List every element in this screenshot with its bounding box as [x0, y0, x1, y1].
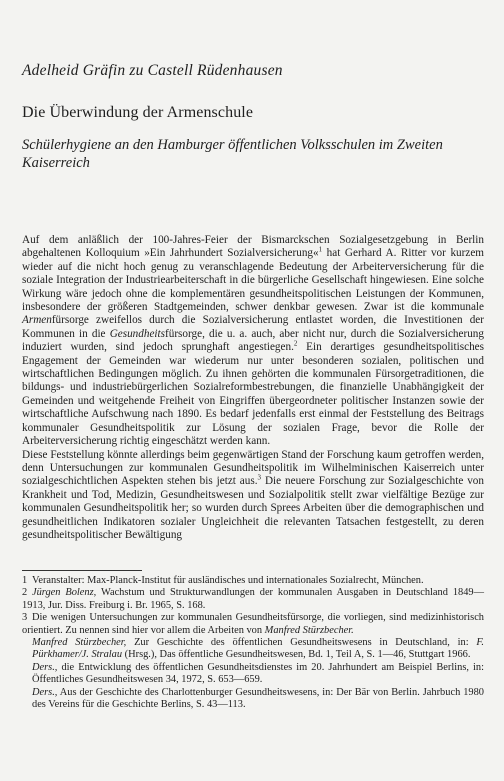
- p1-text-d: fürsorge, die u. a. auch, aber nicht nur, durch die Sozialversicherung induziert wurden, sind jedoch sprunghaft angestiegen.: [22, 327, 484, 354]
- footnote-number: 1: [22, 575, 28, 586]
- footnote-3-entry: [22, 662, 484, 687]
- p1-text-e: Ein derartiges gesundheitspolitisches Engagement der Gemeinden war wiederum nur unter besonderen sozialen, politischen und wirtschaftlichen Bedingungen möglich. Zu ihnen gehörten die kommunalen Fürsorgetraditionen, die bildungs- und industriebürgerlichen Sozialreformbestrebungen, die finanzielle Unabhängigkeit der Gemeinden und weitgehende Freiheit von Eingriffen übergeordneter politischer Instanzen sowie der wirtschaftliche Aufschwung nach 1890. Es bedarf jedenfalls erst einmal der Feststellung des Beitrags kommunaler Gesundheitspolitik zur Lösung der sozialen Frage, bevor die Rolle der Arbeiterversicherung richtig eingeschätzt werden kann.: [22, 341, 484, 448]
- p2-text-a: Diese Feststellung könnte allerdings beim gegenwärtigen Stand der Forschung kaum getroffen werden, denn Untersuchungen zur kommunalen Gesundheitspolitik im Wilhelminischen Kaiserreich unter sozialgeschichtlichen Aspekten stehen bis jetzt aus.: [22, 448, 484, 488]
- p1-text-b: hat Gerhard A. Ritter vor kurzem wieder auf die nicht hoch genug zu veranschlagende Bedeutung der Arbeiterversicherung für die soziale Integration der Industriearbeiterschaft in die bürgerliche Gesellschaft hingewiesen. Eine solche Wirkung wäre jedoch ohne die komplementären gesundheitspolitischen Leistungen der Kommunen, insbesondere der größeren Stadtgemeinden, schwer denkbar gewesen. Zwar ist die kommunale: [22, 247, 484, 314]
- emphasis-gesundheits: Gesundheits: [109, 327, 165, 340]
- footnote-text: Zur Geschichte des öffentlichen Gesundheitswesens in Deutschland, in:: [126, 637, 477, 649]
- footnote-divider: [22, 570, 142, 571]
- footnote-number: 2: [22, 587, 28, 599]
- footnote-ref-1: 1: [318, 245, 323, 254]
- footnote-text: die Entwicklung des öffentlichen Gesundheitsdienstes im 20. Jahrhundert am Beispiel Berlins, in: Öffentliches Gesundheitswesen 34, 1972, S. 653—659.: [32, 661, 484, 686]
- footnote-3: [22, 612, 484, 637]
- author-name: Adelheid Gräfin zu Castell Rüdenhausen: [22, 62, 283, 79]
- footnote-number: 3: [22, 612, 28, 624]
- p1-text-c: fürsorge zweifellos durch die Sozialversicherung entlastet worden, die Investitionen der Kommunen in die: [22, 314, 484, 340]
- footnote-ref-3: 3: [257, 473, 262, 482]
- footnote-text: (Hrsg.), Das öffentliche Gesundheitswesen, Bd. 1, Teil A, S. 1—46, Stuttgart 1966.: [122, 649, 471, 661]
- body-text: [22, 234, 484, 542]
- paragraph-2: [22, 449, 484, 543]
- footnote-3-entry: [22, 637, 484, 662]
- footnote-author: Manfred Stürzbecher,: [32, 637, 127, 649]
- emphasis-armen: Armen: [22, 314, 52, 327]
- footnote-2: [22, 587, 484, 612]
- article-subtitle: Schülerhygiene an den Hamburger öffentlichen Volksschulen im Zweiten Kaiserreich: [22, 137, 443, 171]
- footnote-author: Jürgen Bolenz,: [32, 587, 97, 599]
- footnote-author: Manfred Stürzbecher.: [264, 624, 354, 636]
- footnote-1: [22, 575, 484, 587]
- footnote-text: Veranstalter: Max-Planck-Institut für ausländisches und internationales Sozialrecht, München.: [32, 575, 424, 586]
- footnote-ders: Ders.,: [32, 661, 58, 673]
- p1-text-a: Auf dem anläßlich der 100-Jahres-Feier der Bismarckschen Sozialgesetzgebung in Berlin abgehaltenen Kolloquium »Ein Jahrhundert Sozialversicherung«: [22, 234, 484, 260]
- footnote-ders: Ders.,: [32, 686, 58, 698]
- footnote-text: Die wenigen Untersuchungen zur kommunalen Gesundheitsfürsorge, die vorliegen, sind medizinhistorisch orientiert. Zu nennen sind hier vor allem die Arbeiten von: [22, 612, 484, 636]
- footnote-text: Aus der Geschichte des Charlottenburger Gesundheitswesens, in: Der Bär von Berlin. Jahrbuch 1980 des Vereins für die Geschichte Berlins, S. 43—113.: [32, 686, 484, 711]
- footnote-text: Wachstum und Strukturwandlungen der kommunalen Ausgaben in Deutschland 1849—1913, Jur. Diss. Freiburg i. Br. 1965, S. 168.: [22, 587, 484, 611]
- footnote-ref-2: 2: [293, 339, 298, 348]
- article-title: Die Überwindung der Armenschule: [22, 104, 254, 121]
- paragraph-1: [22, 234, 484, 449]
- footnotes: [22, 575, 484, 711]
- p2-text-b: Die neuere Forschung zur Sozialgeschichte von Krankheit und Tod, Medizin, Gesundheitswesen und Sozialpolitik stellt zwar vielfältige Bezüge zur kommunalen Gesundheitspolitik her; so wurden durch Sprees Arbeiten über die demographischen und gesundheitlichen Indikatoren sozialer Ungleichheit die relevanten Tatsachen festgestellt, zu deren gesundheitspolitischer Bewältigung: [22, 475, 484, 541]
- footnote-3-entry: [22, 687, 484, 712]
- footnote-editors: F. Pürkhamer/J. Stralau: [32, 637, 485, 661]
